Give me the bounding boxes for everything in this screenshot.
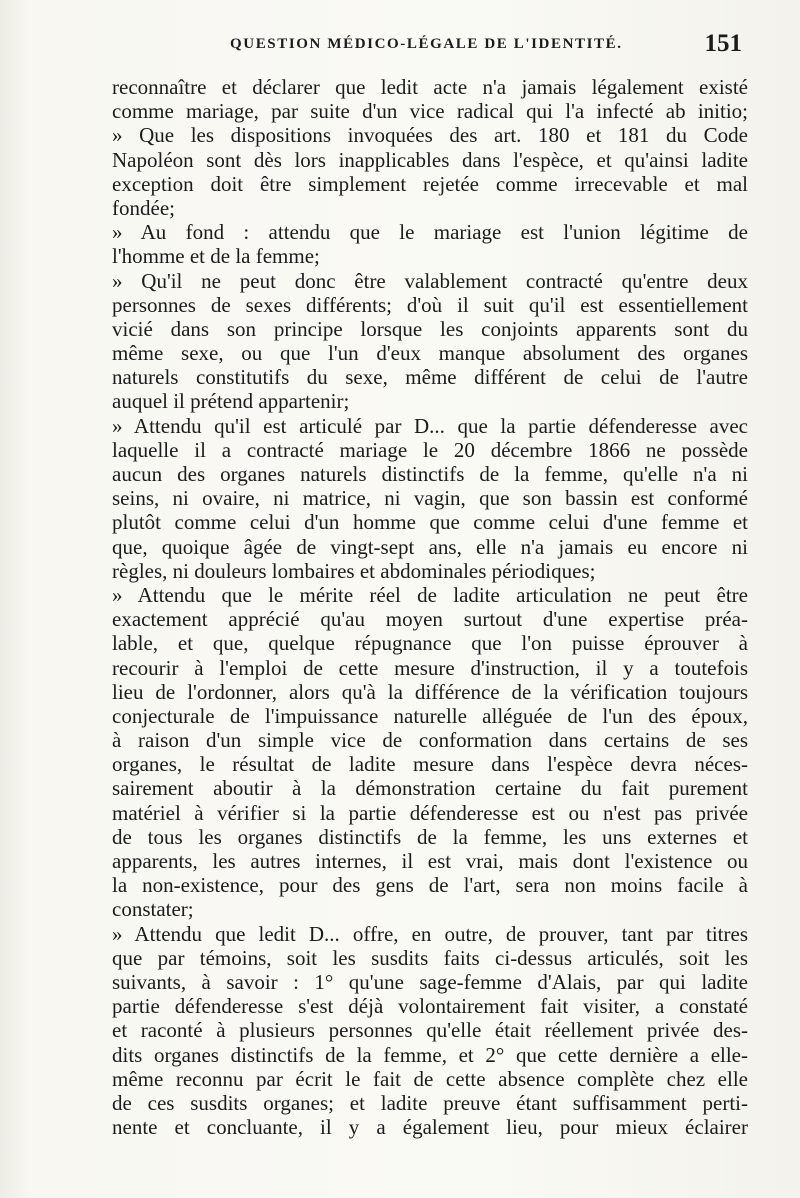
text-line: que, quoique âgée de vingt-sept ans, elle n'a jamais eu encore ni <box>112 534 748 559</box>
text-line: règles, ni douleurs lombaires et abdominales périodiques; <box>112 558 596 583</box>
text-line: auquel il prétend appartenir; <box>112 389 350 414</box>
text-line: plutôt comme celui d'un homme que comme celui d'une femme et <box>112 510 748 535</box>
text-line: même reconnu par écrit le fait de cette absence complète chez elle <box>112 1066 748 1091</box>
text-line: même sexe, ou que l'un d'eux manque absolument des organes <box>112 341 748 366</box>
text-line: suivants, à savoir : 1° qu'une sage-femme d'Alais, par qui ladite <box>112 969 748 994</box>
text-line: conjecturale de l'impuissance naturelle alléguée de l'un des époux, <box>112 703 748 728</box>
text-line: de tous les organes distinctifs de la femme, les uns externes et <box>112 824 748 849</box>
text-line: laquelle il a contracté mariage le 20 décembre 1866 ne possède <box>112 437 748 462</box>
text-line: matériel à vérifier si la partie défenderesse est ou n'est pas privée <box>112 800 748 825</box>
text-line: que par témoins, soit les susdits faits ci-dessus articulés, soit les <box>112 945 748 970</box>
body-text <box>112 75 748 1139</box>
text-line: partie défenderesse s'est déjà volontairement fait visiter, a constaté <box>112 994 748 1019</box>
text-line: dits organes distinctifs de la femme, et 2° que cette dernière a elle- <box>112 1042 748 1067</box>
text-line: à raison d'un simple vice de conformation dans certains de ses <box>112 728 748 753</box>
text-line: » Qu'il ne peut donc être valablement contracté qu'entre deux <box>112 268 748 293</box>
text-line: nente et concluante, il y a également lieu, pour mieux éclairer <box>112 1115 748 1140</box>
text-line: apparents, les autres internes, il est vrai, mais dont l'existence ou <box>112 849 748 873</box>
text-line: » Au fond : attendu que le mariage est l'union légitime de <box>112 220 748 245</box>
running-head: QUESTION MÉDICO-LÉGALE DE L'IDENTITÉ. <box>230 36 623 52</box>
text-line: reconnaître et déclarer que ledit acte n'a jamais légalement existé <box>112 75 748 99</box>
text-line: exactement apprécié qu'au moyen surtout d'une expertise préa- <box>112 607 748 632</box>
text-line: » Attendu qu'il est articulé par D... que la partie défenderesse avec <box>112 413 748 438</box>
text-line: la non-existence, pour des gens de l'art, sera non moins facile à <box>112 873 748 898</box>
text-line: lable, et que, quelque répugnance que l'on puisse éprouver à <box>112 631 748 656</box>
text-line: constater; <box>112 897 194 922</box>
text-line: exception doit être simplement rejetée comme irrecevable et mal <box>112 171 748 196</box>
page-number: 151 <box>704 30 742 57</box>
text-line: vicié dans son principe lorsque les conjoints apparents sont du <box>112 316 748 341</box>
text-line: fondée; <box>112 195 175 220</box>
text-line: lieu de l'ordonner, alors qu'à la différence de la vérification toujours <box>112 679 748 704</box>
text-line: l'homme et de la femme; <box>112 244 320 269</box>
text-line: de ces susdits organes; et ladite preuve étant suffisamment perti- <box>112 1090 748 1115</box>
text-line: sairement aboutir à la démonstration certaine du fait purement <box>112 776 748 801</box>
text-line: organes, le résultat de ladite mesure dans l'espèce devra néces- <box>112 752 748 777</box>
text-line: » Attendu que le mérite réel de ladite articulation ne peut être <box>112 582 748 607</box>
text-line: » Que les dispositions invoquées des art. 180 et 181 du Code <box>112 123 748 148</box>
text-line: naturels constitutifs du sexe, même différent de celui de l'autre <box>112 365 748 390</box>
page-header <box>112 30 742 62</box>
text-line: seins, ni ovaire, ni matrice, ni vagin, que son bassin est conformé <box>112 486 748 511</box>
text-line: » Attendu que ledit D... offre, en outre, de prouver, tant par titres <box>112 921 748 946</box>
text-line: comme mariage, par suite d'un vice radical qui l'a infecté ab initio; <box>112 99 748 124</box>
text-line: Napoléon sont dès lors inapplicables dans l'espèce, et qu'ainsi ladite <box>112 147 748 172</box>
text-line: aucun des organes naturels distinctifs de la femme, qu'elle n'a ni <box>112 462 748 486</box>
text-line: personnes de sexes différents; d'où il suit qu'il est essentiellement <box>112 292 748 317</box>
text-line: et raconté à plusieurs personnes qu'elle était réellement privée des- <box>112 1018 748 1043</box>
text-line: recourir à l'emploi de cette mesure d'instruction, il y a toutefois <box>112 655 748 680</box>
